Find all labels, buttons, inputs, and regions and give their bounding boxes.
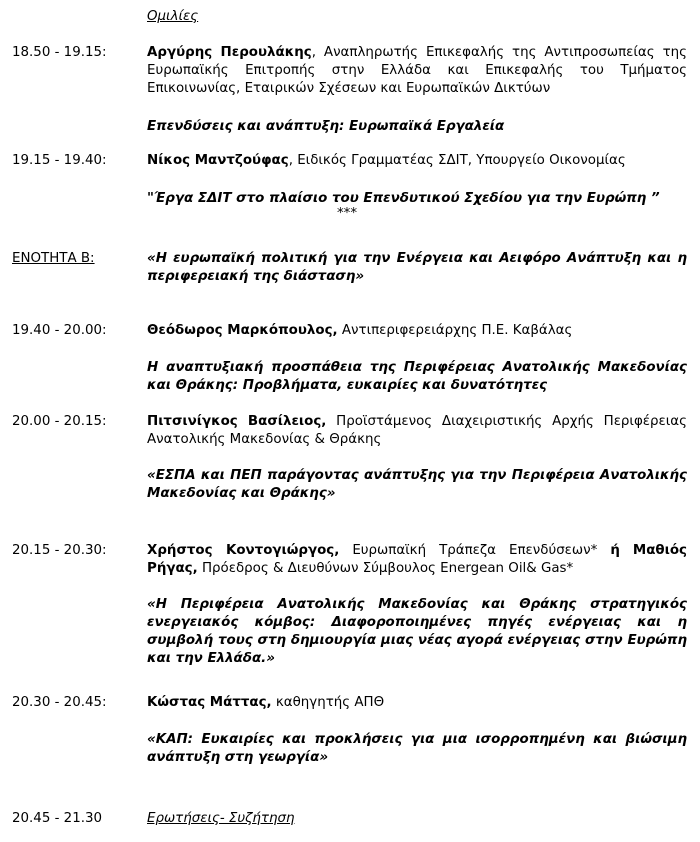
- talk-title: «Η Περιφέρεια Ανατολικής Μακεδονίας και Θράκης στρατηγικός ενεργειακός κόμβος: Διαφοροποιημένες πηγές ενέργειας και η συμβολή τους στη δημιουργία μιας νέας αγορά ενέργειας στην Ευρώπη και την Ελλάδα.»: [147, 597, 687, 666]
- time-slot: 20.00 - 20.15:: [12, 414, 107, 429]
- speaker-role: Ευρωπαϊκή Τράπεζα Επενδύσεων*: [339, 543, 611, 558]
- speaker-entry: [147, 44, 687, 98]
- section-title: «Η ευρωπαϊκή πολιτική για την Ενέργεια και Αειφόρο Ανάπτυξη και η περιφερειακή της διάσταση»: [147, 251, 687, 284]
- speaker-entry: [147, 694, 687, 712]
- speaker-role: Αντιπεριφερειάρχης Π.Ε. Καβάλας: [337, 323, 573, 338]
- speaker-name: Θεόδωρος Μαρκόπουλος,: [147, 323, 338, 338]
- talk-title: "Έργα ΣΔΙΤ στο πλαίσιο του Επενδυτικού Σχεδίου για την Ευρώπη ”: [147, 191, 660, 206]
- talk-title: «ΚΑΠ: Ευκαιρίες και προκλήσεις για μια ισορροπημένη και βιώσιμη ανάπτυξη στη γεωργία»: [147, 732, 687, 765]
- speaker-role: Προϊστάμενος Διαχειριστικής Αρχής Περιφέρειας Ανατολικής Μακεδονίας & Θράκης: [147, 414, 687, 447]
- speaker-name-alt: Μαθιός Ρήγας,: [147, 543, 687, 576]
- speaker-role: , Ειδικός Γραμματέας ΣΔΙΤ, Υπουργείο Οικονομίας: [288, 153, 626, 168]
- speaker-role: , Αναπληρωτής Επικεφαλής της Αντιπροσωπείας της Ευρωπαϊκής Επιτροπής στην Ελλάδα και Επικεφαλής του Τμήματος Επικοινωνίας, Εταιρικών Σχέσεων και Ευρωπαϊκών Δικτύων: [147, 45, 687, 96]
- speaker-entry: [147, 322, 687, 340]
- section-label: ΕΝΟΤΗΤΑ Β:: [12, 251, 95, 266]
- discussion-label: Ερωτήσεις- Συζήτηση: [147, 811, 295, 826]
- talk-title: «ΕΣΠΑ και ΠΕΠ παράγοντας ανάπτυξης για την Περιφέρεια Ανατολικής Μακεδονίας και Θράκης»: [147, 468, 687, 501]
- speaker-role: καθηγητής ΑΠΘ: [271, 695, 385, 710]
- speaker-name: Χρήστος Κοντογιώργος,: [147, 543, 340, 558]
- speaker-name: Κώστας Μάττας,: [147, 695, 272, 710]
- time-slot: 20.30 - 20.45:: [12, 695, 107, 710]
- time-slot: 19.15 - 19.40:: [12, 153, 107, 168]
- time-slot: 18.50 - 19.15:: [12, 45, 107, 60]
- speaker-name: Νίκος Μαντζούφας: [147, 153, 289, 168]
- talk-title: Η αναπτυξιακή προσπάθεια της Περιφέρειας Ανατολικής Μακεδονίας και Θράκης: Προβλήματα, ευκαιρίες και δυνατότητες: [147, 360, 687, 393]
- talks-heading: Ομιλίες: [147, 9, 199, 24]
- time-slot: 20.45 - 21.30: [12, 811, 103, 826]
- time-slot: 19.40 - 20.00:: [12, 323, 107, 338]
- speaker-entry: [147, 542, 687, 578]
- talk-title: Επενδύσεις και ανάπτυξη: Ευρωπαϊκά Εργαλεία: [147, 119, 505, 134]
- speaker-entry: [147, 152, 687, 170]
- time-slot: 20.15 - 20.30:: [12, 543, 107, 558]
- or-conjunction: ή: [610, 543, 620, 558]
- speaker-role-alt: Πρόεδρος & Διευθύνων Σύμβουλος Energean Oil& Gas*: [197, 561, 574, 576]
- speaker-entry: [147, 413, 687, 449]
- separator: ***: [336, 206, 358, 221]
- speaker-name: Αργύρης Περουλάκης: [147, 45, 312, 60]
- speaker-name: Πιτσινίγκος Βασίλειος,: [147, 414, 327, 429]
